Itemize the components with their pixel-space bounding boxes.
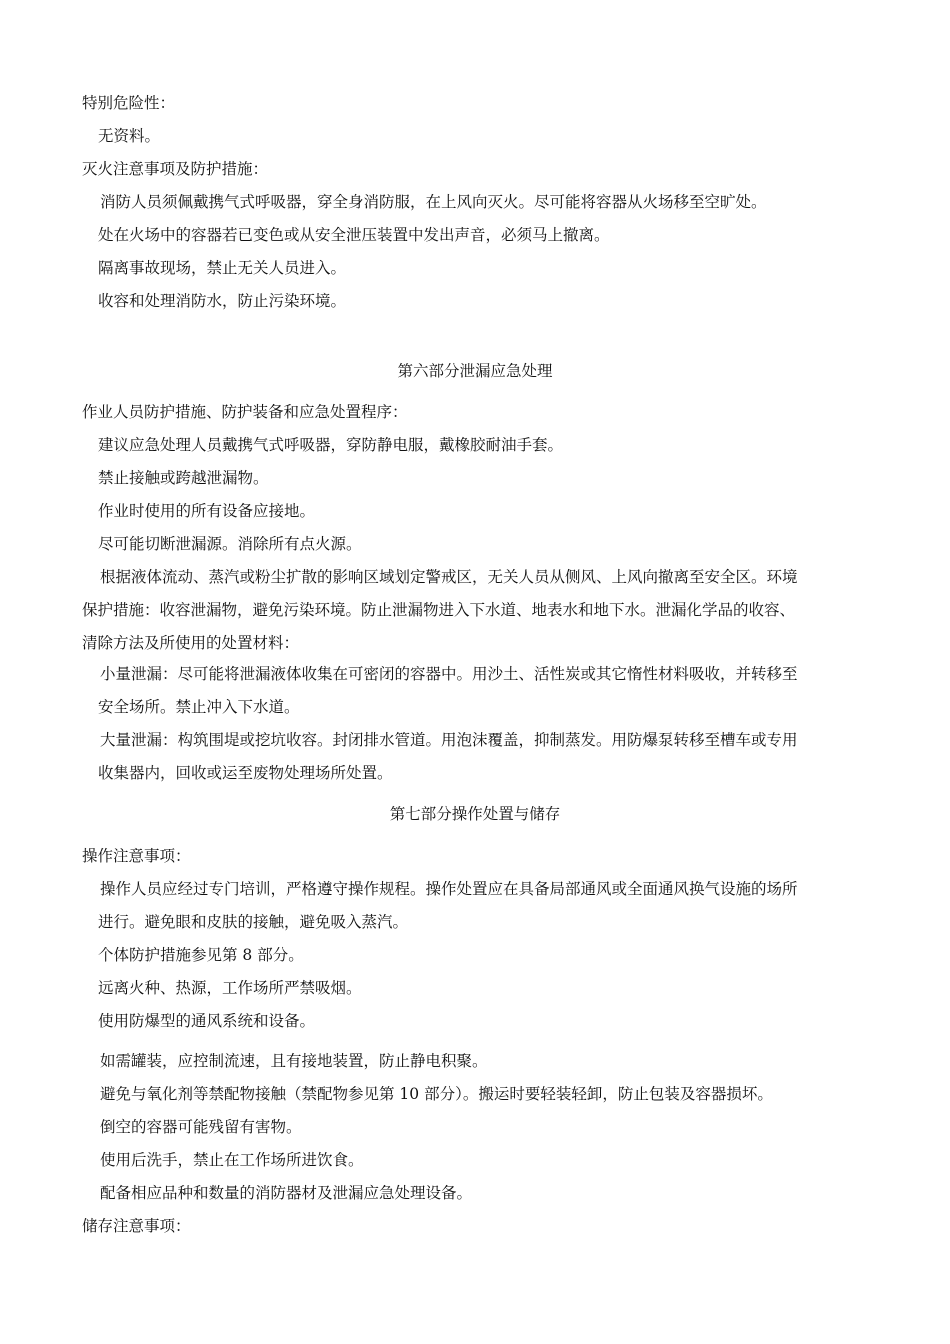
special-hazard-body: 无资料。 xyxy=(98,127,161,145)
operation-heading: 操作注意事项： xyxy=(82,847,191,865)
firefighting-line: 消防人员须佩戴携气式呼吸器，穿全身消防服，在上风向灭火。尽可能将容器从火场移至空旷处。 xyxy=(100,193,767,211)
part6-paragraph-line: 清除方法及所使用的处置材料： xyxy=(82,634,300,652)
part6-paragraph-line: 根据液体流动、蒸汽或粉尘扩散的影响区域划定警戒区，无关人员从侧风、上风向撤离至安全区。环境 xyxy=(100,568,798,586)
operation-line: 个体防护措施参见第 8 部分。 xyxy=(98,946,304,964)
part6-paragraph-line: 保护措施：收容泄漏物，避免污染环境。防止泄漏物进入下水道、地表水和地下水。泄漏化学品的收容、 xyxy=(82,601,796,619)
operation-line: 使用防爆型的通风系统和设备。 xyxy=(98,1012,316,1030)
firefighting-line: 处在火场中的容器若已变色或从安全泄压装置中发出声音，必须马上撤离。 xyxy=(98,226,610,244)
handling-line: 配备相应品种和数量的消防器材及泄漏应急处理设备。 xyxy=(100,1184,473,1202)
operation-line: 进行。避免眼和皮肤的接触，避免吸入蒸汽。 xyxy=(98,913,409,931)
operation-line: 远离火种、热源，工作场所严禁吸烟。 xyxy=(98,979,362,997)
part6-line: 禁止接触或跨越泄漏物。 xyxy=(98,469,269,487)
large-leak-line: 大量泄漏：构筑围堤或挖坑收容。封闭排水管道。用泡沫覆盖，抑制蒸发。用防爆泵转移至槽车或专用 xyxy=(100,731,798,749)
part6-line: 建议应急处理人员戴携气式呼吸器，穿防静电服，戴橡胶耐油手套。 xyxy=(98,436,564,454)
part6-line: 尽可能切断泄漏源。消除所有点火源。 xyxy=(98,535,362,553)
firefighting-line: 收容和处理消防水，防止污染环境。 xyxy=(98,292,347,310)
part6-heading: 作业人员防护措施、防护装备和应急处置程序： xyxy=(82,403,408,421)
section-title-part6: 第六部分泄漏应急处理 xyxy=(397,362,553,380)
storage-heading: 储存注意事项： xyxy=(82,1217,191,1235)
handling-line: 倒空的容器可能残留有害物。 xyxy=(100,1118,302,1136)
section-title-part7: 第七部分操作处置与储存 xyxy=(389,805,561,823)
firefighting-heading: 灭火注意事项及防护措施： xyxy=(82,160,269,178)
special-hazard-heading: 特别危险性： xyxy=(82,94,176,112)
handling-line: 使用后洗手，禁止在工作场所进饮食。 xyxy=(100,1151,364,1169)
small-leak-line: 小量泄漏：尽可能将泄漏液体收集在可密闭的容器中。用沙土、活性炭或其它惰性材料吸收，并转移至 xyxy=(100,665,798,683)
part6-line: 作业时使用的所有设备应接地。 xyxy=(98,502,316,520)
operation-line: 操作人员应经过专门培训，严格遵守操作规程。操作处置应在具备局部通风或全面通风换气设施的场所 xyxy=(100,880,798,898)
handling-line: 避免与氧化剂等禁配物接触（禁配物参见第 10 部分）。搬运时要轻装轻卸，防止包装及容器损坏。 xyxy=(100,1085,773,1103)
firefighting-line: 隔离事故现场，禁止无关人员进入。 xyxy=(98,259,347,277)
large-leak-line: 收集器内，回收或运至废物处理场所处置。 xyxy=(98,764,393,782)
handling-line: 如需罐装，应控制流速，且有接地装置，防止静电积聚。 xyxy=(100,1052,488,1070)
small-leak-line: 安全场所。禁止冲入下水道。 xyxy=(98,698,300,716)
